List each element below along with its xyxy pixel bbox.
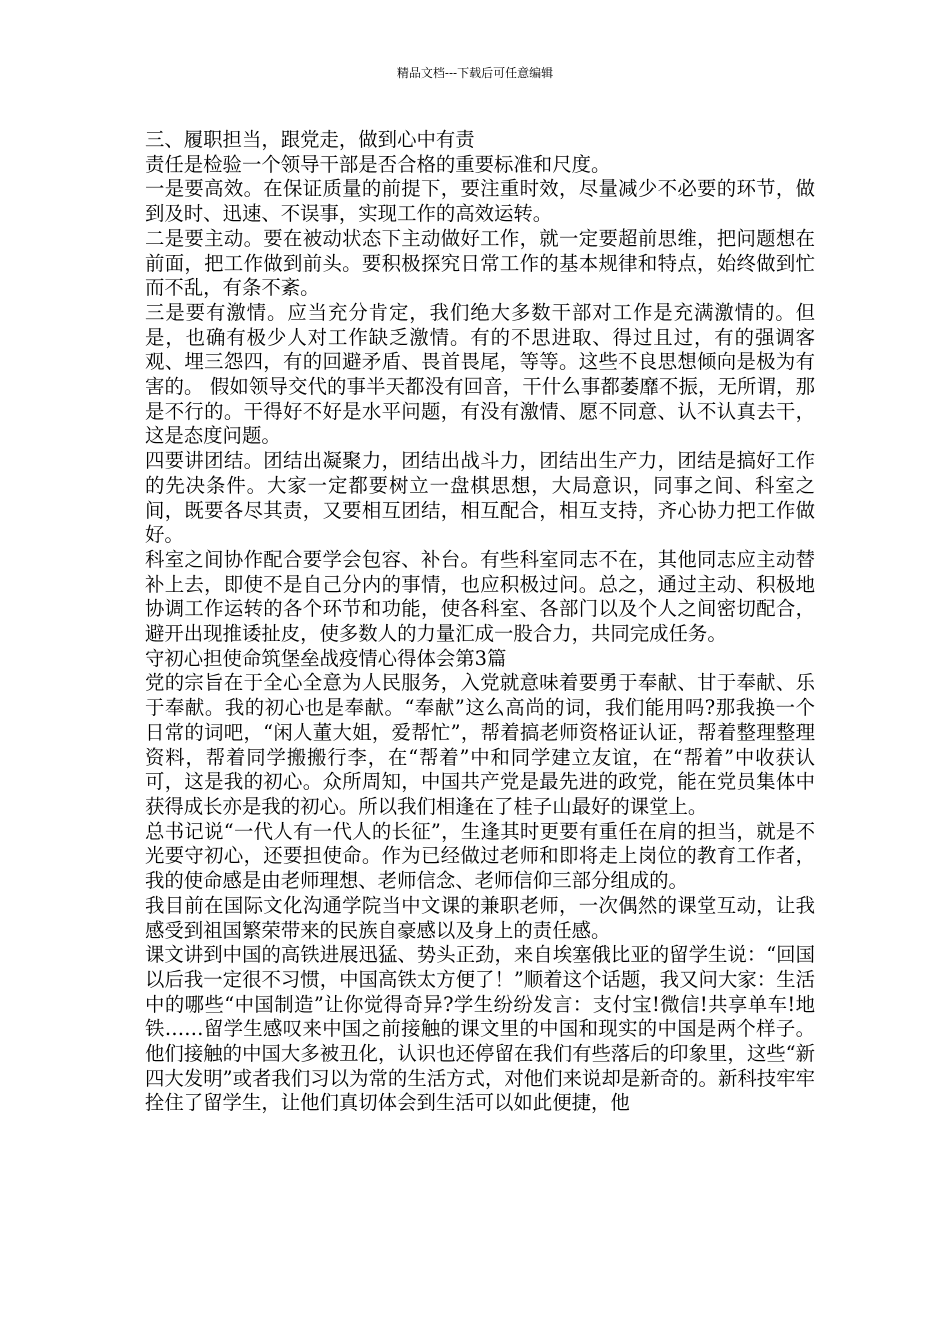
paragraph: 科室之间协作配合要学会包容、补台。有些科室同志不在，其他同志应主动替补上去，即使不是自己分内的事情，也应积极过问。总之，通过主动、积极地协调工作运转的各个环节和功能，使各科室、各部门以及个人之间密切配合，避开出现推诿扯皮，使多数人的力量汇成一股合力，共同完成任务。 xyxy=(145,547,815,646)
document-body xyxy=(145,128,815,1116)
paragraph: 我目前在国际文化沟通学院当中文课的兼职老师，一次偶然的课堂互动，让我感受到祖国繁荣带来的民族自豪感以及身上的责任感。 xyxy=(145,893,815,942)
paragraph: 三是要有激情。应当充分肯定，我们绝大多数干部对工作是充满激情的。但是，也确有极少人对工作缺乏激情。有的不思进取、得过且过，有的强调客观、埋三怨四，有的回避矛盾、畏首畏尾，等等。这些不良思想倾向是极为有害的。 假如领导交代的事半天都没有回音，干什么事都萎靡不振，无所谓，那是不行的。干得好不好是水平问题，有没有激情、愿不同意、认不认真去干，这是态度问题。 xyxy=(145,300,815,448)
paragraph: 课文讲到中国的高铁进展迅猛、势头正劲，来自埃塞俄比亚的留学生说：“回国以后我一定很不习惯，中国高铁太方便了！”顺着这个话题，我又问大家：生活中的哪些“中国制造”让你觉得奇异?学生纷纷发言：支付宝!微信!共享单车!地铁……留学生感叹来中国之前接触的课文里的中国和现实的中国是两个样子。他们接触的中国大多被丑化，认识也还停留在我们有些落后的印象里，这些“新四大发明”或者我们习以为常的生活方式，对他们来说却是新奇的。新科技牢牢拴住了留学生，让他们真切体会到生活可以如此便捷，他 xyxy=(145,943,815,1115)
article-title: 守初心担使命筑堡垒战疫情心得体会第3篇 xyxy=(145,646,507,670)
paragraph: 二是要主动。要在被动状态下主动做好工作，就一定要超前思维，把问题想在前面，把工作做到前头。要积极探究日常工作的基本规律和特点，始终做到忙而不乱，有条不紊。 xyxy=(145,226,815,300)
paragraph: 责任是检验一个领导干部是否合格的重要标准和尺度。 xyxy=(145,152,611,176)
paragraph: 党的宗旨在于全心全意为人民服务，入党就意味着要勇于奉献、甘于奉献、乐于奉献。我的初心也是奉献。“奉献”这么高尚的词，我们能用吗?那我换一个日常的词吧，“闲人董大姐，爱帮忙”，帮着搞老师资格证认证，帮着整理整理资料，帮着同学搬搬行李，在“帮着”中和同学建立友谊，在“帮着”中收获认可，这是我的初心。众所周知，中国共产党是最先进的政党，能在党员集体中获得成长亦是我的初心。所以我们相逢在了桂子山最好的课堂上。 xyxy=(145,671,815,818)
paragraph: 一是要高效。在保证质量的前提下，要注重时效，尽量减少不必要的环节，做到及时、迅速、不误事，实现工作的高效运转。 xyxy=(145,177,815,226)
paragraph: 总书记说“一代人有一代人的长征”，生逢其时更要有重任在肩的担当，就是不光要守初心，还要担使命。作为已经做过老师和即将走上岗位的教育工作者，我的使命感是由老师理想、老师信念、老师信仰三部分组成的。 xyxy=(145,819,815,893)
page-header: 精品文档---下载后可任意编辑 xyxy=(396,66,554,80)
section-heading: 三、履职担当，跟党走，做到心中有责 xyxy=(145,128,475,151)
paragraph: 四要讲团结。团结出凝聚力，团结出战斗力，团结出生产力，团结是搞好工作的先决条件。大家一定都要树立一盘棋思想，大局意识，同事之间、科室之间，既要各尽其责，又要相互团结，相互配合，相互支持，齐心协力把工作做好。 xyxy=(145,449,815,547)
